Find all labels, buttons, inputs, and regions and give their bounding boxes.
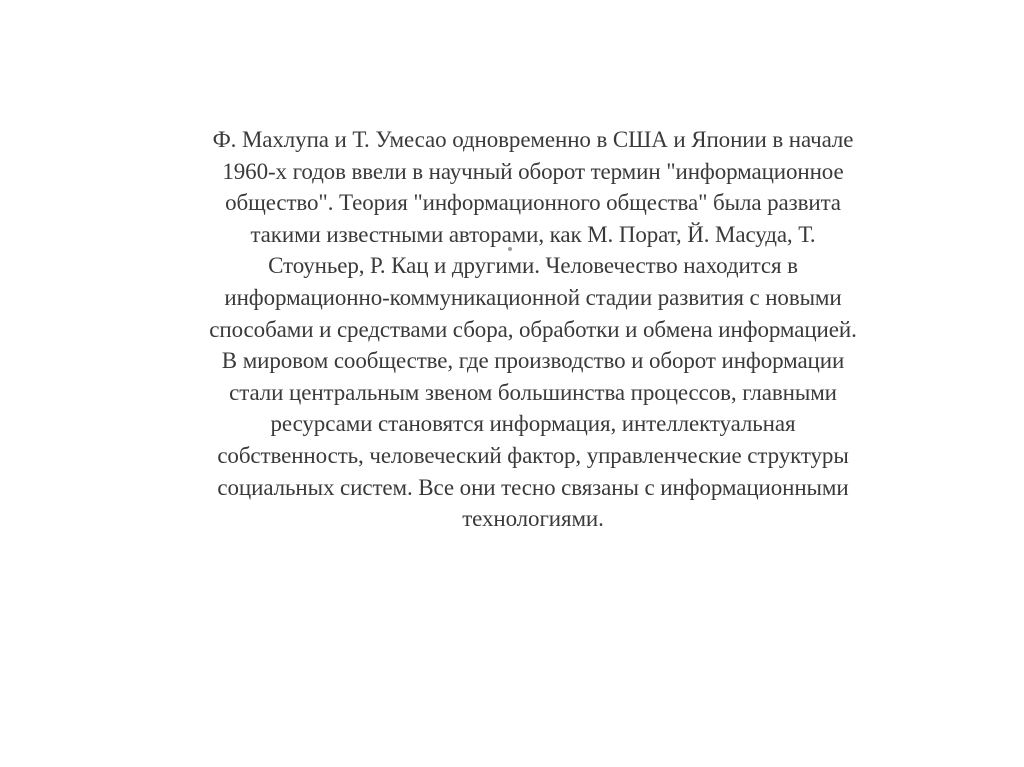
paragraph-line: технологиями. bbox=[462, 506, 604, 532]
body-paragraph bbox=[163, 124, 903, 535]
paragraph-line: информационно-коммуникационной стадии развития с новыми bbox=[224, 284, 842, 310]
paragraph-line: В мировом сообществе, где производство и оборот информации bbox=[221, 348, 845, 374]
paragraph-line: способами и средствами сбора, обработки и обмена информацией. bbox=[209, 316, 857, 342]
cursor-dot bbox=[508, 247, 512, 251]
paragraph-line: ресурсами становятся информация, интеллектуальная bbox=[270, 411, 796, 437]
paragraph-line: общество". Теория "информационного общества" была развита bbox=[225, 190, 841, 216]
paragraph-line: Ф. Махлупа и Т. Умесао одновременно в США и Японии в начале bbox=[212, 127, 854, 152]
paragraph-line: социальных систем. Все они тесно связаны с информационными bbox=[217, 474, 849, 500]
paragraph-line: собственность, человеческий фактор, управленческие структуры bbox=[217, 442, 849, 468]
paragraph-line: стали центральным звеном большинства процессов, главными bbox=[229, 379, 837, 405]
paragraph-line: Стоуньер, Р. Кац и другими. Человечество находится в bbox=[268, 253, 798, 279]
paragraph-line: 1960-х годов ввели в научный оборот термин "информационное bbox=[222, 158, 844, 184]
paragraph-line: такими известными авторами, как М. Порат, Й. Масуда, Т. bbox=[250, 221, 816, 247]
